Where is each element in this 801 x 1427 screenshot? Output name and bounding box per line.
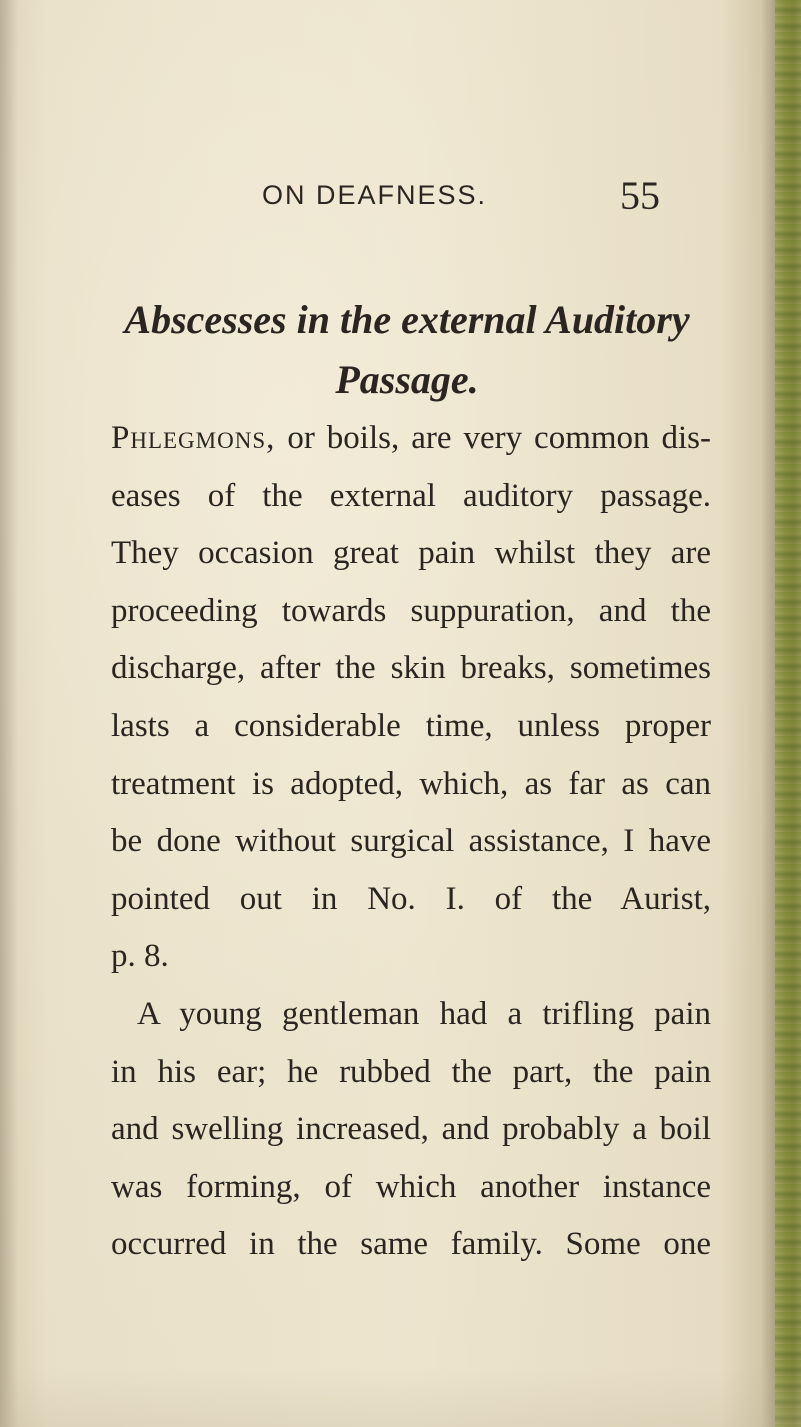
left-page-shadow (0, 0, 18, 1427)
text-line: and swelling increased, and probably a boil (111, 1111, 711, 1148)
text-line: p. 8. (111, 938, 169, 975)
body-text (111, 410, 711, 1274)
text-line: was forming, of which another instance (111, 1168, 711, 1205)
running-title: ON DEAFNESS. (262, 180, 488, 210)
paragraph-2 (111, 986, 711, 1274)
paragraph-1 (111, 410, 711, 986)
text-line: occurred in the same family. Some one (111, 1226, 711, 1263)
text-line: treatment is adopted, which, as far as can (111, 765, 711, 802)
text-line: A young gentleman had a trifling pain (137, 995, 711, 1032)
page-number: 55 (620, 173, 660, 218)
text-line: eases of the external auditory passage. (111, 477, 711, 514)
running-head (262, 162, 692, 222)
text-line: discharge, after the skin breaks, sometimes (111, 650, 711, 687)
text-line: be done without surgical assistance, I have (111, 823, 711, 860)
text-line-rest: or boils, are very common dis- (287, 420, 711, 456)
right-page-shadow (761, 0, 775, 1427)
text-line: in his ear; he rubbed the part, the pain (111, 1053, 711, 1090)
bottom-page-shade (0, 1367, 801, 1427)
text-line: They occasion great pain whilst they are (111, 535, 711, 572)
gilt-page-edge (775, 0, 801, 1427)
text-line (111, 410, 711, 468)
section-heading-line-2: Passage. (335, 357, 479, 402)
section-heading-line-1: Abscesses in the external Auditory (124, 297, 690, 342)
text-line: lasts a considerable time, unless proper (111, 707, 711, 744)
text-line: proceeding towards suppuration, and the (111, 592, 711, 629)
section-heading (112, 290, 702, 410)
text-line: pointed out in No. I. of the Aurist, (111, 880, 711, 917)
lead-word: Phlegmons, (111, 420, 276, 456)
